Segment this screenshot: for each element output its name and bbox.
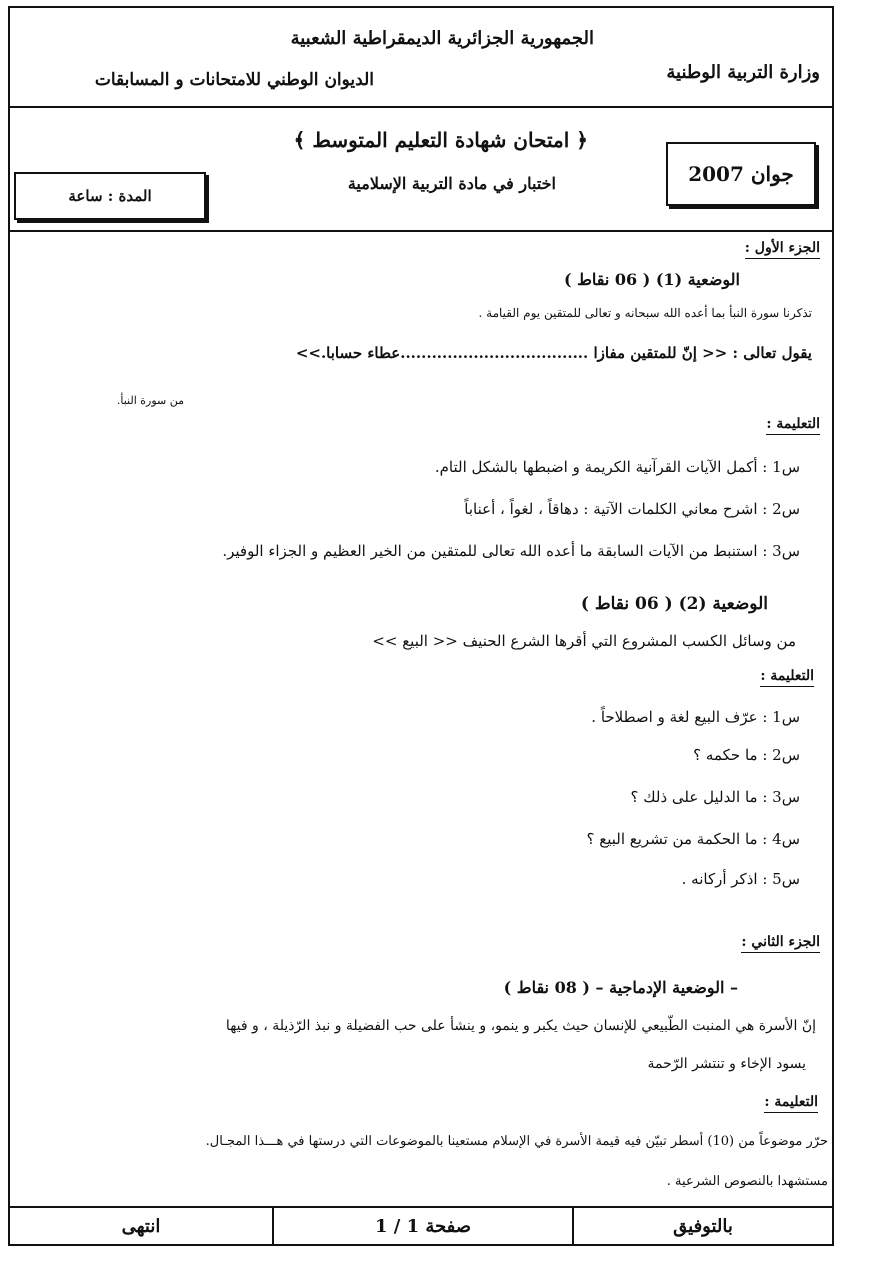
situation2-title: الوضعية (2) ( 06 نقاط ): [580, 594, 768, 614]
situation1-intro: تذكرنا سورة النبأ بما أعده الله سبحانه و تعالى للمتقين يوم القيامة .: [478, 306, 812, 320]
s1-question-2: س2 : اشرح معاني الكلمات الآتية : دهاقاً ، لغواً ، أعناباً: [464, 500, 800, 518]
part2-instruction-line-2: مستشهدا بالنصوص الشرعية .: [666, 1174, 828, 1189]
header-divider: [10, 106, 832, 108]
footer-good-luck: بالتوفيق: [572, 1208, 832, 1244]
verse-line: يقول تعالى : << إنّ للمتقين مفازا ....................................عطاء حسابا.>>: [295, 344, 812, 362]
footer-end: انتهى: [121, 1215, 161, 1237]
s1-question-1: س1 : أكمل الآيات القرآنية الكريمة و اضبطها بالشكل التام.: [434, 458, 800, 476]
s1-question-3: س3 : استنبط من الآيات السابقة ما أعده الله تعالى للمتقين من الخير العظيم و الجزاء الوفير.: [222, 542, 800, 560]
ministry-name: وزارة التربية الوطنية: [666, 62, 820, 83]
exam-title: [294, 128, 588, 152]
part2-heading: الجزء الثاني :: [741, 934, 820, 953]
s2-question-2: س2 : ما حكمه ؟: [693, 746, 800, 764]
left-bracket-ornament: ﴿: [576, 128, 588, 152]
integration-title: – الوضعية الإدماجية – ( 08 نقاط ): [503, 978, 738, 997]
s2-question-1: س1 : عرّف البيع لغة و اصطلاحاً .: [591, 708, 800, 726]
s2-question-4: س4 : ما الحكمة من تشريع البيع ؟: [586, 830, 800, 848]
situation2-instruction-label: التعليمة :: [760, 668, 814, 687]
s2-question-3: س3 : ما الدليل على ذلك ؟: [630, 788, 800, 806]
exam-page: [8, 6, 834, 1246]
part2-instruction-line-1: حرّر موضوعاً من (10) أسطر تبيّن فيه قيمة الأسرة في الإسلام مستعينا بالموضوعات التي درستها في هـــذا المجـال.: [205, 1134, 828, 1149]
part2-text-line-2: يسود الإخاء و تنتشر الرّحمة: [647, 1056, 806, 1072]
verse-source: من سورة النبأ.: [116, 394, 184, 407]
title-divider: [10, 230, 832, 232]
duration-text: المدة : ساعة: [68, 187, 152, 205]
right-bracket-ornament: ﴾: [293, 128, 306, 152]
office-name: الديوان الوطني للامتحانات و المسابقات: [94, 70, 374, 90]
part1-heading: الجزء الأول :: [745, 240, 820, 259]
part2-instruction-label: التعليمة :: [764, 1094, 818, 1113]
footer-page-number: صفحة 1 / 1: [272, 1208, 572, 1244]
session-box: [666, 142, 816, 206]
exam-title-text: امتحان شهادة التعليم المتوسط: [312, 128, 570, 152]
republic-title: الجمهورية الجزائرية الديمقراطية الشعبية: [290, 28, 594, 49]
duration-box: [14, 172, 206, 220]
situation2-intro: من وسائل الكسب المشروع التي أقرها الشرع الحنيف << البيع >>: [372, 632, 796, 650]
situation1-title: الوضعية (1) ( 06 نقاط ): [563, 270, 740, 289]
s2-question-5: س5 : اذكر أركانه .: [681, 870, 800, 888]
situation1-instruction-label: التعليمة :: [766, 416, 820, 435]
session-date: جوان 2007: [688, 162, 794, 186]
subject-line: اختبار في مادة التربية الإسلامية: [347, 174, 556, 193]
part2-text-line-1: إنّ الأسرة هي المنبت الطّبيعي للإنسان حيث يكبر و ينمو، و ينشأ على حب الفضيلة و نبذ الرّذيلة ، و فيها: [225, 1018, 816, 1034]
footer-bar: [10, 1206, 832, 1244]
